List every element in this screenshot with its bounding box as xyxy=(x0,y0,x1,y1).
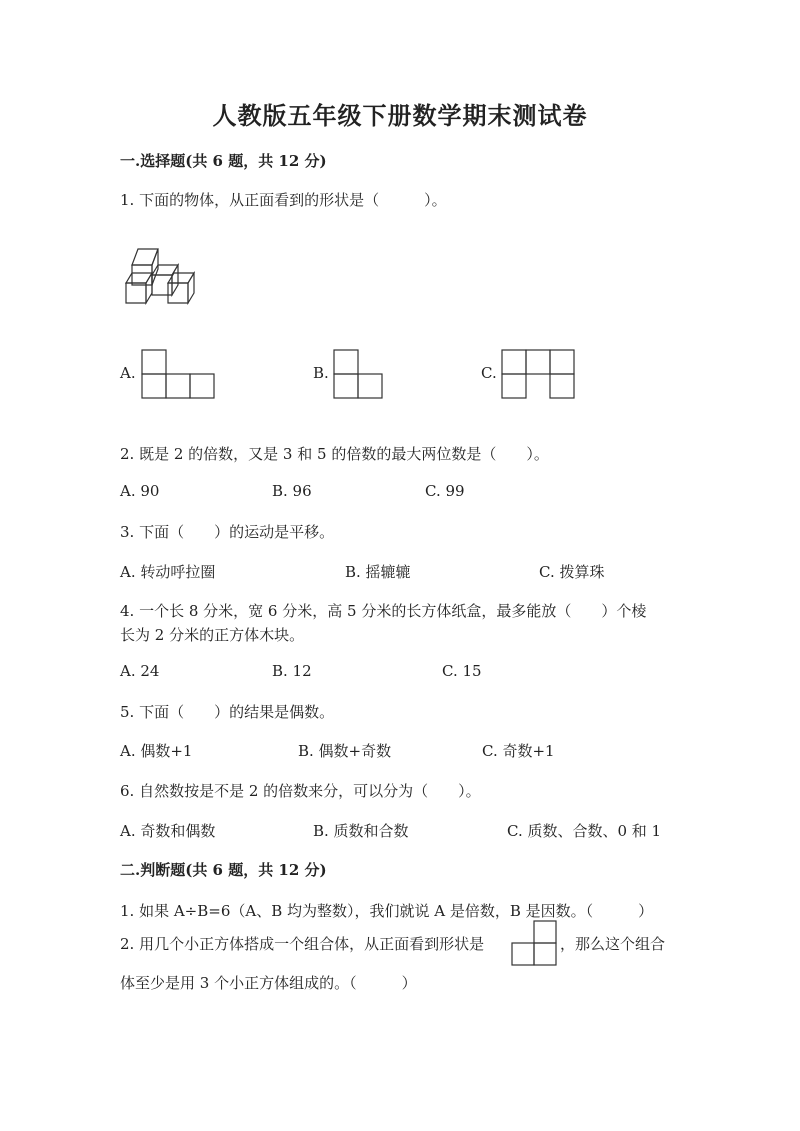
q1-option-c-figure xyxy=(501,349,577,399)
q2-option-b: B. 96 xyxy=(272,482,312,500)
judgment-2-text-part1: 2. 用几个小正方体搭成一个组合体，从正面看到形状是 xyxy=(120,935,485,953)
square xyxy=(502,374,526,398)
q6-option-b: B. 质数和合数 xyxy=(313,822,409,840)
question-5-text: 5. 下面（ ）的结果是偶数。 xyxy=(120,703,335,721)
square xyxy=(550,374,574,398)
judgment-2-text-line2: 体至少是用 3 个小正方体组成的。（ ） xyxy=(120,974,417,992)
q5-option-c: C. 奇数+1 xyxy=(482,742,555,760)
square xyxy=(334,350,358,374)
square xyxy=(358,374,382,398)
square xyxy=(502,350,526,374)
q1-option-a-figure xyxy=(141,349,216,399)
square xyxy=(534,943,556,965)
square xyxy=(534,921,556,943)
q5-option-b: B. 偶数+奇数 xyxy=(298,742,392,760)
judgment-2-figure xyxy=(510,920,560,970)
q4-option-a: A. 24 xyxy=(120,662,160,680)
cube-stack-figure xyxy=(124,245,206,307)
cube-face xyxy=(132,249,158,265)
q1-option-b-figure xyxy=(333,349,385,399)
square xyxy=(190,374,214,398)
square xyxy=(512,943,534,965)
q4-option-c: C. 15 xyxy=(442,662,482,680)
q1-option-c-label: C. xyxy=(481,364,497,382)
cube-face xyxy=(132,265,152,285)
square xyxy=(142,374,166,398)
square xyxy=(526,350,550,374)
cube-face xyxy=(126,273,152,283)
judgment-1-text: 1. 如果 A÷B=6（A、B 均为整数），我们就说 A 是倍数，B 是因数。（ ） xyxy=(120,902,654,920)
square xyxy=(166,374,190,398)
q1-option-b-label: B. xyxy=(313,364,329,382)
square xyxy=(550,350,574,374)
judgment-2-text-part2: ，那么这个组合 xyxy=(560,935,666,953)
question-6-text: 6. 自然数按是不是 2 的倍数来分，可以分为（ ）。 xyxy=(120,782,481,800)
q4-option-b: B. 12 xyxy=(272,662,312,680)
square xyxy=(142,350,166,374)
page-title: 人教版五年级下册数学期末测试卷 xyxy=(212,101,588,130)
question-3-text: 3. 下面（ ）的运动是平移。 xyxy=(120,523,335,541)
q5-option-a: A. 偶数+1 xyxy=(120,742,193,760)
q3-option-b: B. 摇辘辘 xyxy=(345,563,411,581)
q3-option-a: A. 转动呼拉圈 xyxy=(120,563,216,581)
square xyxy=(334,374,358,398)
section-heading-choice: 一.选择题(共 6 题，共 12 分) xyxy=(120,152,327,170)
q6-option-a: A. 奇数和偶数 xyxy=(120,822,216,840)
question-4-text-line2: 长为 2 分米的正方体木块。 xyxy=(120,626,305,644)
cube-face xyxy=(172,265,178,295)
q1-option-a-label: A. xyxy=(120,364,136,382)
cube-face xyxy=(146,273,152,303)
question-4-text-line1: 4. 一个长 8 分米，宽 6 分米，高 5 分米的长方体纸盒，最多能放（ ）个棱 xyxy=(120,602,647,620)
q2-option-c: C. 99 xyxy=(425,482,465,500)
cube-face xyxy=(126,283,146,303)
cube-face xyxy=(188,273,194,303)
q2-option-a: A. 90 xyxy=(120,482,160,500)
section-heading-judgment: 二.判断题(共 6 题，共 12 分) xyxy=(120,861,327,879)
question-1-text: 1. 下面的物体，从正面看到的形状是（ ）。 xyxy=(120,191,447,209)
q6-option-c: C. 质数、合数、0 和 1 xyxy=(507,822,662,840)
q3-option-c: C. 拨算珠 xyxy=(539,563,605,581)
question-2-text: 2. 既是 2 的倍数，又是 3 和 5 的倍数的最大两位数是（ ）。 xyxy=(120,445,549,463)
